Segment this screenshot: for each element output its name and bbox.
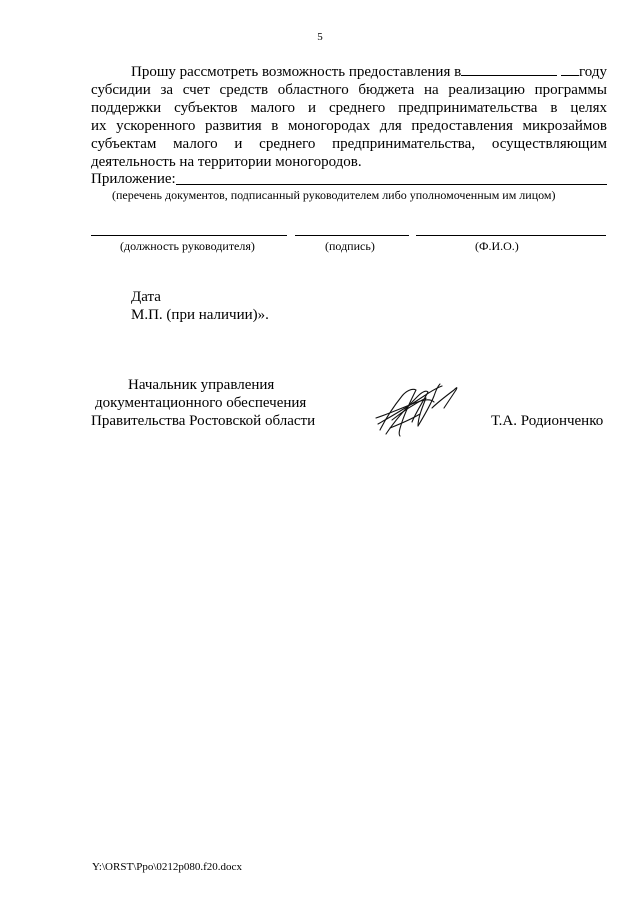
attachment-line [176,184,607,185]
footer-file-path: Y:\ORST\Ppo\0212p080.f20.docx [92,861,242,873]
year-blank [461,63,557,76]
date-label: Дата [131,289,161,305]
signature-line [295,235,409,236]
official-title-line-3: Правительства Ростовской области [91,413,316,429]
handwritten-signature [372,378,462,440]
page-number: 5 [317,31,323,43]
signature-caption: (подпись) [325,239,375,253]
request-line-2: субсидии за счет средств областного бюджета на реализацию программы [91,82,607,98]
position-caption: (должность руководителя) [120,239,255,253]
request-line-1-end: году [579,64,607,80]
stamp-label: М.П. (при наличии)». [131,307,269,323]
request-line-6: деятельность на территории моногородов. [91,154,362,170]
name-line [416,235,606,236]
official-title-line-2: документационного обеспечения [95,395,307,411]
attachment-caption: (перечень документов, подписанный руководителем либо уполномоченным им лицом) [112,188,556,202]
request-line-1 [131,63,607,81]
name-caption: (Ф.И.О.) [475,239,519,253]
position-line [91,235,287,236]
official-title-line-1: Начальник управления [128,377,275,393]
attachment-label: Приложение: [91,171,176,187]
year-blank-2 [561,63,579,76]
request-line-4: их ускоренного развития в моногородах для предоставления микрозаймов [91,118,607,134]
request-line-3: поддержки субъектов малого и среднего предпринимательства в целях [91,100,607,116]
official-name: Т.А. Родионченко [491,413,604,429]
request-line-1-text: Прошу рассмотреть возможность предоставления в [131,64,462,80]
request-line-5: субъектам малого и среднего предпринимательства, осуществляющим [91,136,607,152]
